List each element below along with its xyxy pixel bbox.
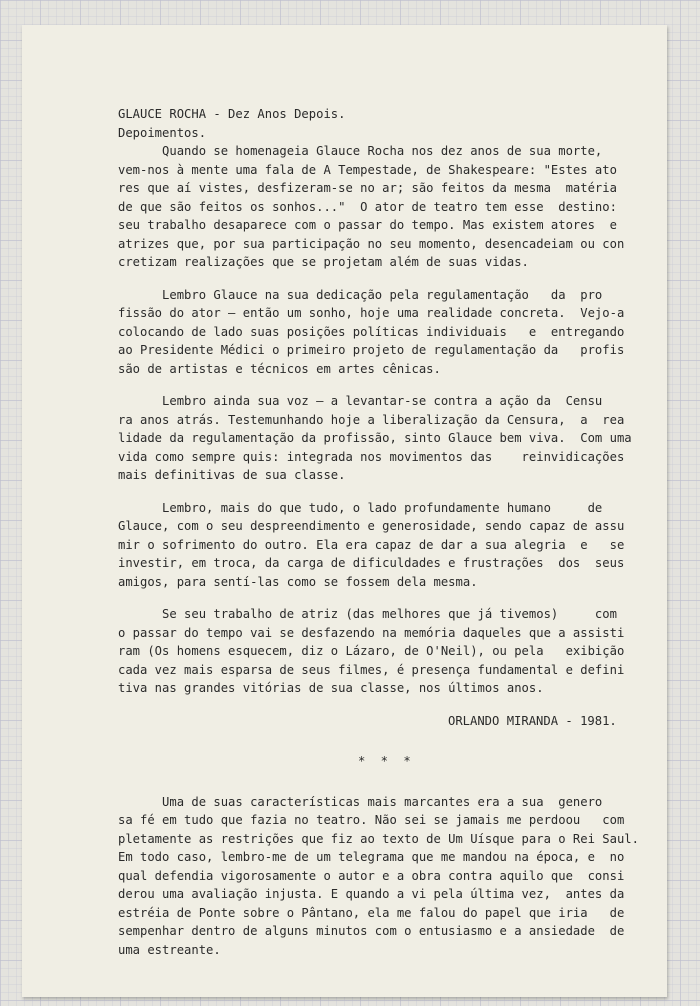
text-line: fissão do ator — então um sonho, hoje uma realidade concreta. Vejo-a xyxy=(118,306,625,320)
paragraph-3 xyxy=(118,392,663,485)
text-line: ra anos atrás. Testemunhando hoje a liberalização da Censura, a rea xyxy=(118,412,625,427)
text-line: Glauce, com o seu despreendimento e generosidade, sendo capaz de assu xyxy=(118,519,625,533)
text-line: seu trabalho desaparece com o passar do tempo. Mas existem atores e xyxy=(118,218,617,232)
document-title: GLAUCE ROCHA - Dez Anos Depois. xyxy=(118,107,346,121)
text-line: Se seu trabalho de atriz (das melhores que já tivemos) com xyxy=(118,607,617,621)
text-line: qual defendia vigorosamente o autor e a obra contra aquilo que consi xyxy=(118,868,625,883)
text-line: derou uma avaliação injusta. E quando a vi pela última vez, antes da xyxy=(118,887,625,901)
text-line: Uma de suas características mais marcantes era a sua genero xyxy=(118,794,603,809)
text-line: Quando se homenageia Glauce Rocha nos dez anos de sua morte, xyxy=(118,144,603,158)
document-subtitle: Depoimentos. xyxy=(118,125,207,140)
text-line: sempenhar dentro de alguns minutos com o entusiasmo e a ansiedade de xyxy=(118,924,625,938)
text-line: vida como sempre quis: integrada nos movimentos das reinvidicações xyxy=(118,449,625,464)
paragraph-5 xyxy=(118,605,663,698)
text-line: Lembro Glauce na sua dedicação pela regulamentação da pro xyxy=(118,287,603,302)
text-line: Lembro, mais do que tudo, o lado profundamente humano de xyxy=(118,500,603,515)
paragraph-4 xyxy=(118,499,663,592)
text-line: vem-nos à mente uma fala de A Tempestade, de Shakespeare: "Estes ato xyxy=(118,162,617,177)
paragraph-2 xyxy=(118,286,663,379)
text-line: mir o sofrimento do outro. Ela era capaz de dar a sua alegria e se xyxy=(118,537,625,552)
text-line: mais definitivas de sua classe. xyxy=(118,468,346,482)
paper-sheet xyxy=(22,25,667,997)
text-line: tiva nas grandes vitórias de sua classe, nos últimos anos. xyxy=(118,681,544,695)
text-line: o passar do tempo vai se desfazendo na memória daqueles que a assisti xyxy=(118,625,625,640)
text-line: res que aí vistes, desfizeram-se no ar; são feitos da mesma matéria xyxy=(118,181,617,195)
paragraph-1 xyxy=(118,142,663,272)
text-line: sa fé em tudo que fazia no teatro. Não sei se jamais me perdoou com xyxy=(118,813,625,827)
text-line: investir, em troca, da carga de dificuldades e frustrações dos seus xyxy=(118,556,625,570)
text-line: colocando de lado suas posições políticas individuais e entregando xyxy=(118,324,625,339)
paragraph-final xyxy=(118,793,663,960)
section-separator: * * * xyxy=(358,754,415,768)
text-line: pletamente as restrições que fiz ao texto de Um Uísque para o Rei Saul. xyxy=(118,831,639,846)
text-line: ao Presidente Médici o primeiro projeto de regulamentação da profis xyxy=(118,343,625,357)
text-line: cada vez mais esparsa de seus filmes, é presença fundamental e defini xyxy=(118,662,625,677)
text-line: Lembro ainda sua voz — a levantar-se contra a ação da Censu xyxy=(118,394,603,408)
text-line: Em todo caso, lembro-me de um telegrama que me mandou na época, e no xyxy=(118,850,625,864)
text-line: atrizes que, por sua participação no seu momento, desencadeiam ou con xyxy=(118,236,625,251)
text-line: são de artistas e técnicos em artes cênicas. xyxy=(118,361,441,376)
signature: ORLANDO MIRANDA - 1981. xyxy=(448,713,617,728)
text-line: estréia de Ponte sobre o Pântano, ela me falou do papel que iria de xyxy=(118,905,625,920)
text-line: de que são feitos os sonhos..." O ator de teatro tem esse destino: xyxy=(118,199,617,214)
text-line: amigos, para sentí-las como se fossem dela mesma. xyxy=(118,574,478,589)
text-line: uma estreante. xyxy=(118,942,221,957)
text-line: cretizam realizações que se projetam além de suas vidas. xyxy=(118,255,529,269)
typed-text xyxy=(118,105,663,959)
text-line: lidade da regulamentação da profissão, sinto Glauce bem viva. Com uma xyxy=(118,431,632,445)
text-line: ram (Os homens esquecem, diz o Lázaro, de O'Neil), ou pela exibição xyxy=(118,644,625,658)
